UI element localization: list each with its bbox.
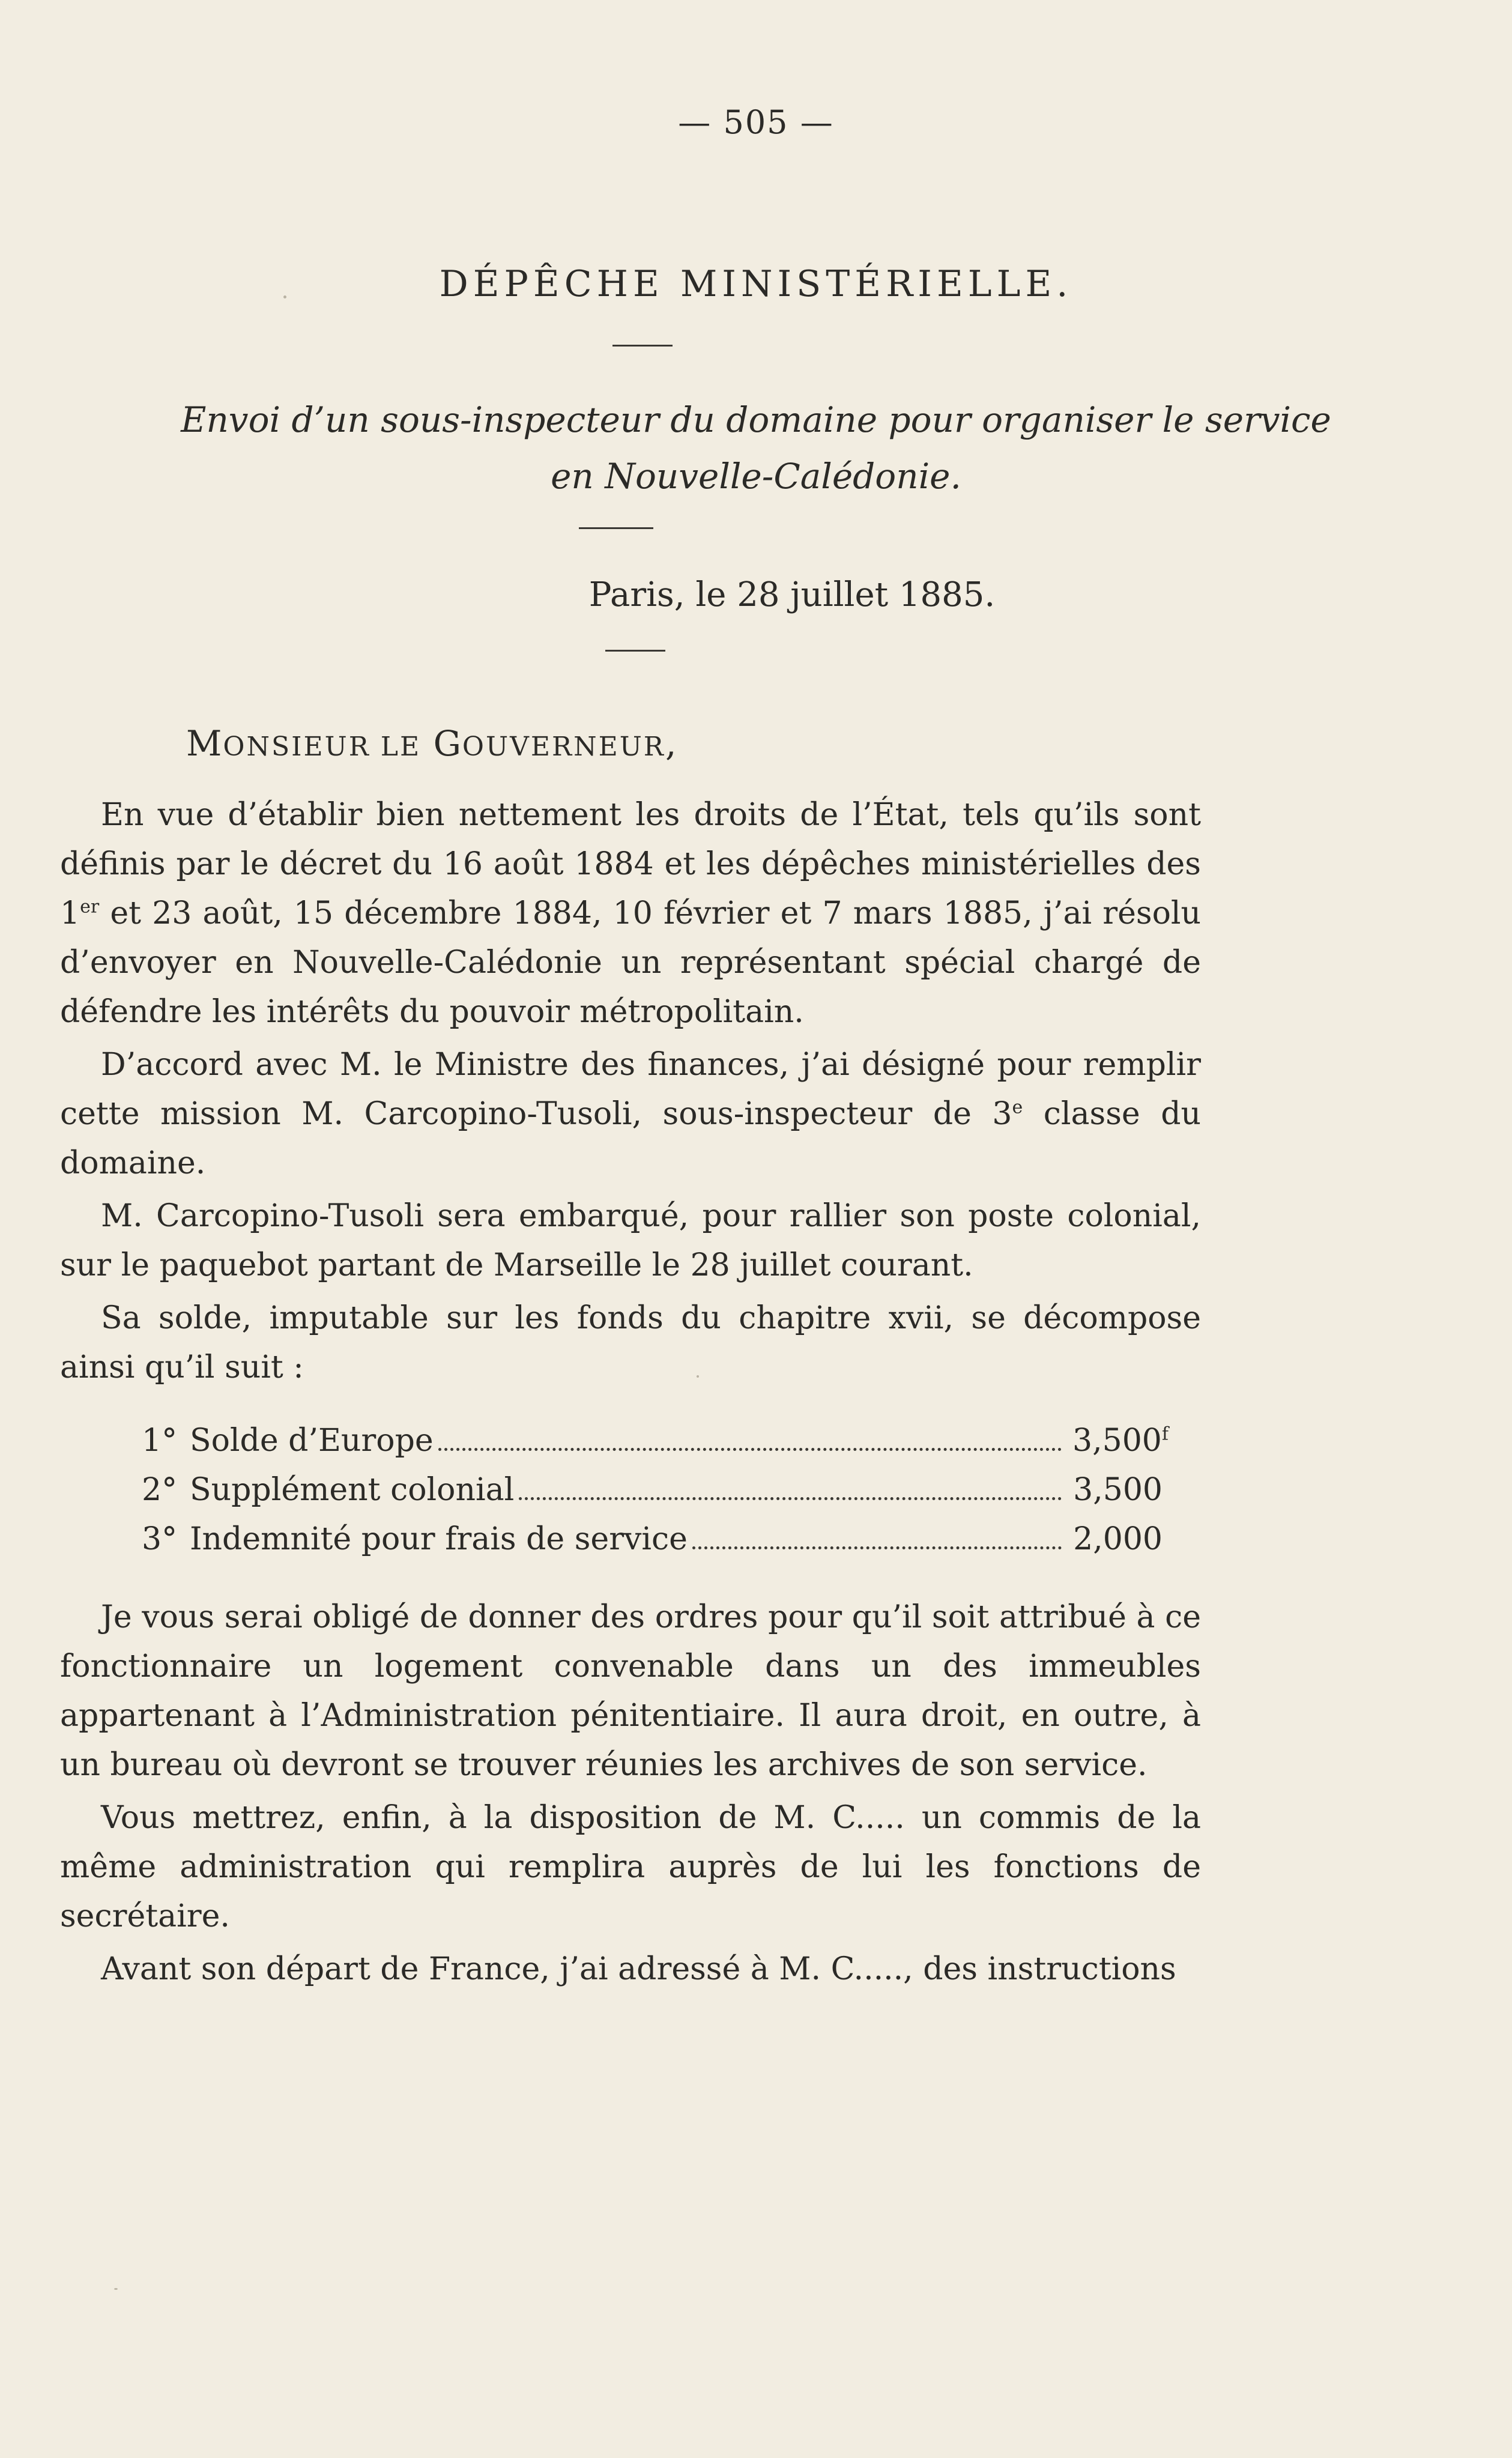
salary-item <box>142 1515 1163 1564</box>
salary-item-number: 1° <box>142 1423 178 1459</box>
paragraph-2 <box>60 1040 1201 1188</box>
dateline: Paris, le 28 juillet 1885. <box>588 575 996 614</box>
leader-dots <box>692 1546 1062 1549</box>
leader-dots <box>519 1497 1062 1500</box>
salary-item <box>142 1416 1169 1465</box>
subtitle-rule <box>579 527 653 529</box>
salary-list <box>142 1416 1169 1564</box>
paragraph-1-text-b: et 23 août, 15 décembre 1884, 10 février et 7 mars 1885, j’ai résolu d’envoyer en Nouvelle-Calédonie un représentant spécial chargé de défendre les intérêts du pouvoir métropolitain. <box>60 895 1201 1030</box>
paragraph-2-text-b: classe du domaine. <box>60 1096 1201 1181</box>
title-rule <box>612 345 673 347</box>
salutation-small-caps-2: OUVERNEUR <box>462 731 665 762</box>
salutation-small-caps-1: ONSIEUR LE <box>223 731 422 762</box>
document-subtitle <box>120 392 1392 504</box>
paragraph-5: Je vous serai obligé de donner des ordres pour qu’il soit attribué à ce fonctionnaire un logement convenable dans un des immeubles appartenant à l’Administration pénitentiaire. Il aura droit, en outre, à un bureau où devront se trouver réunies les archives de son service. <box>60 1599 1201 1783</box>
paragraph-4: Sa solde, imputable sur les fonds du chapitre xvii, se décompose ainsi qu’il suit : <box>60 1300 1201 1385</box>
paragraph-3: M. Carcopino-Tusoli sera embarqué, pour rallier son poste colonial, sur le paquebot partant de Marseille le 28 juillet courant. <box>60 1198 1201 1283</box>
salary-item-amount-value: 3,500 <box>1073 1472 1163 1508</box>
salary-item-label: Supplément colonial <box>190 1472 515 1508</box>
salutation-initial-g: G <box>421 723 462 764</box>
body-text-top <box>60 790 1201 1396</box>
subtitle-line-2: en Nouvelle-Calédonie. <box>551 456 961 497</box>
salary-item-label: Indemnité pour frais de service <box>190 1521 688 1557</box>
salary-item-amount-value: 2,000 <box>1073 1521 1163 1557</box>
salary-item-number: 3° <box>142 1521 178 1557</box>
salutation-comma: , <box>665 723 678 764</box>
salary-item-number: 2° <box>142 1472 178 1508</box>
paper-speck <box>697 1375 699 1378</box>
date-rule <box>605 650 665 652</box>
paragraph-6: Vous mettrez, enfin, à la disposition de M. C..... un commis de la même administration qui remplira auprès de lui les fonctions de secrétaire. <box>60 1800 1201 1934</box>
salutation-initial-m: M <box>186 723 223 764</box>
paragraph-1-superscript: er <box>80 896 100 918</box>
subtitle-line-1: Envoi d’un sous-inspecteur du domaine pour organiser le service <box>181 399 1331 440</box>
salary-item-label: Solde d’Europe <box>190 1423 434 1459</box>
salary-item-amount-value: 3,500 <box>1072 1423 1162 1459</box>
paper-speck <box>283 295 286 298</box>
paragraph-1-text-a: En vue d’établir bien nettement les droits de l’État, tels qu’ils sont définis par le décret du 16 août 1884 et les dépêches ministérielles des 1 <box>60 797 1201 931</box>
paragraph-7: Avant son départ de France, j’ai adressé à M. C....., des instructions <box>101 1951 1176 1987</box>
salary-item-amount <box>1072 1515 1163 1564</box>
body-text-bottom <box>60 1593 1201 1997</box>
document-title: DÉPÊCHE MINISTÉRIELLE. <box>439 263 1073 305</box>
salary-item-amount <box>1072 1465 1163 1515</box>
paragraph-2-text-a: D’accord avec M. le Ministre des finances, j’ai désigné pour remplir cette mission M. Carcopino-Tusoli, sous-inspecteur de 3 <box>60 1047 1201 1132</box>
salary-item-amount <box>1072 1416 1169 1465</box>
paragraph-1 <box>60 790 1201 1037</box>
salutation <box>186 723 677 764</box>
page-number: — 505 — <box>678 103 834 141</box>
paragraph-2-superscript: e <box>1012 1097 1023 1118</box>
salary-item <box>142 1465 1163 1515</box>
leader-dots <box>438 1448 1062 1451</box>
paper-speck <box>114 2288 118 2290</box>
salary-item-amount-unit: f <box>1161 1423 1169 1445</box>
